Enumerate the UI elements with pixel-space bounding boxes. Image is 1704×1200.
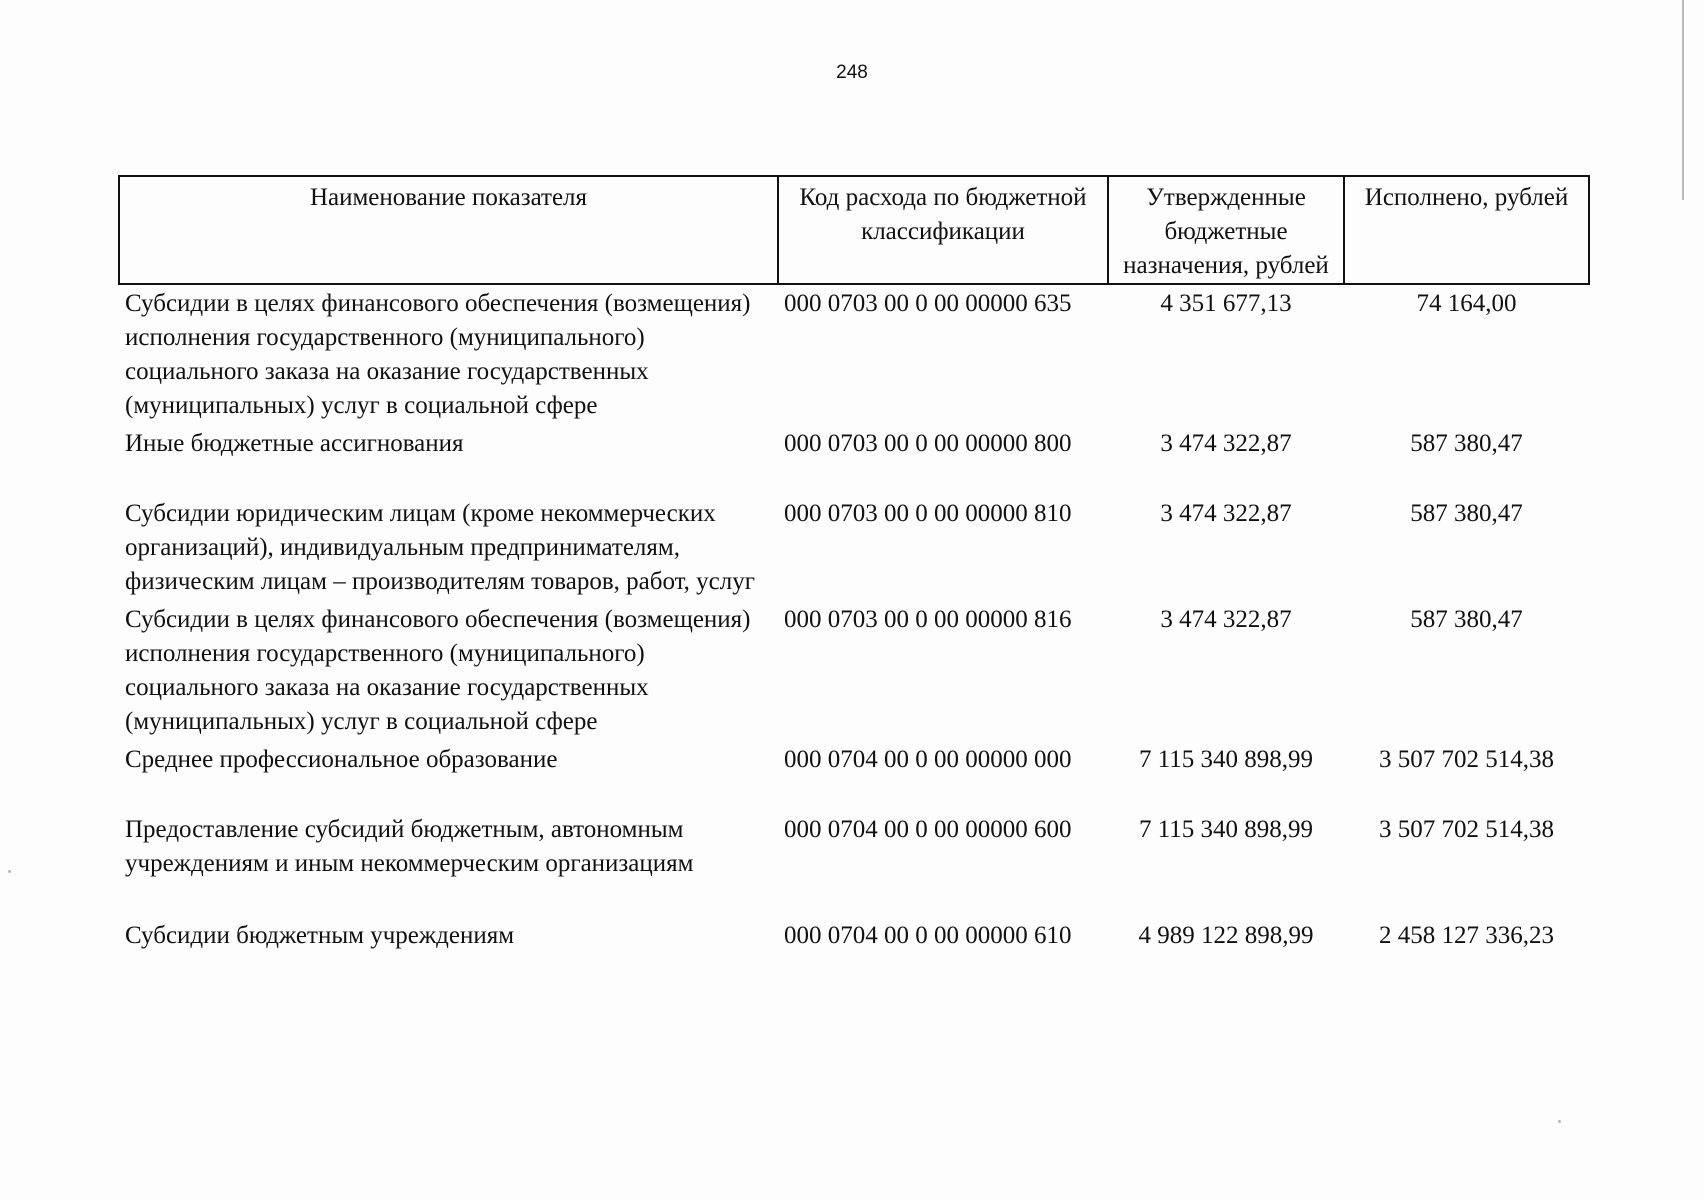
row-approved-amount: 4 351 677,13 bbox=[1160, 290, 1292, 317]
row-executed-amount: 587 380,47 bbox=[1410, 606, 1523, 633]
row-executed-amount: 74 164,00 bbox=[1416, 290, 1517, 317]
table-row bbox=[119, 497, 1589, 603]
row-approved-amount: 4 989 122 898,99 bbox=[1138, 922, 1314, 949]
header-indicator-name: Наименование показателя bbox=[119, 176, 778, 284]
row-approved-amount: 3 474 322,87 bbox=[1160, 606, 1292, 633]
row-executed-amount: 2 458 127 336,23 bbox=[1379, 922, 1554, 949]
row-indicator-name: Субсидии в целях финансового обеспечения (возмещения) исполнения государственного (муниципального) социального заказа на оказание государственных (муниципальных) услуг в социальной сфере bbox=[125, 606, 751, 735]
row-expense-code: 000 0703 00 0 00 00000 800 bbox=[784, 430, 1072, 457]
table-body bbox=[119, 284, 1589, 953]
scan-edge-line bbox=[1682, 0, 1684, 200]
row-executed-amount: 3 507 702 514,38 bbox=[1379, 816, 1554, 843]
row-executed-amount: 587 380,47 bbox=[1410, 500, 1523, 527]
scan-speck bbox=[1558, 1120, 1561, 1123]
row-approved-amount: 3 474 322,87 bbox=[1160, 500, 1292, 527]
header-row bbox=[119, 176, 1589, 284]
table-row bbox=[119, 813, 1589, 919]
row-indicator-name: Предоставление субсидий бюджетным, автономным учреждениям и иным некоммерческим организациям bbox=[125, 816, 694, 877]
row-approved-amount: 7 115 340 898,99 bbox=[1138, 816, 1314, 843]
row-indicator-name: Субсидии юридическим лицам (кроме некоммерческих организаций), индивидуальным предпринимателям, физическим лицам – производителям товаров, работ, услуг bbox=[125, 500, 756, 595]
row-expense-code: 000 0704 00 0 00 00000 610 bbox=[784, 922, 1072, 949]
row-expense-code: 000 0704 00 0 00 00000 000 bbox=[784, 746, 1072, 773]
page-number: 248 bbox=[836, 62, 868, 83]
row-indicator-name: Иные бюджетные ассигнования bbox=[125, 430, 464, 457]
table-header bbox=[119, 176, 1589, 284]
row-approved-amount: 7 115 340 898,99 bbox=[1138, 746, 1314, 773]
table-row bbox=[119, 284, 1589, 427]
table-row bbox=[119, 919, 1589, 953]
row-expense-code: 000 0703 00 0 00 00000 635 bbox=[784, 290, 1072, 317]
budget-execution-table bbox=[118, 175, 1590, 953]
table-row bbox=[119, 427, 1589, 497]
row-executed-amount: 3 507 702 514,38 bbox=[1379, 746, 1554, 773]
header-executed-amount: Исполнено, рублей bbox=[1344, 176, 1589, 284]
row-approved-amount: 3 474 322,87 bbox=[1160, 430, 1292, 457]
header-approved-amount: Утвержденные бюджетные назначения, рублей bbox=[1108, 176, 1344, 284]
row-expense-code: 000 0703 00 0 00 00000 810 bbox=[784, 500, 1072, 527]
row-indicator-name: Субсидии бюджетным учреждениям bbox=[125, 922, 515, 949]
row-executed-amount: 587 380,47 bbox=[1410, 430, 1523, 457]
table-row bbox=[119, 603, 1589, 743]
row-expense-code: 000 0703 00 0 00 00000 816 bbox=[784, 606, 1072, 633]
row-expense-code: 000 0704 00 0 00 00000 600 bbox=[784, 816, 1072, 843]
table-row bbox=[119, 743, 1589, 813]
row-indicator-name: Субсидии в целях финансового обеспечения (возмещения) исполнения государственного (муниципального) социального заказа на оказание государственных (муниципальных) услуг в социальной сфере bbox=[125, 290, 751, 419]
scan-speck bbox=[8, 870, 11, 873]
header-expense-code: Код расхода по бюджетной классификации bbox=[778, 176, 1108, 284]
row-indicator-name: Среднее профессиональное образование bbox=[125, 746, 558, 773]
